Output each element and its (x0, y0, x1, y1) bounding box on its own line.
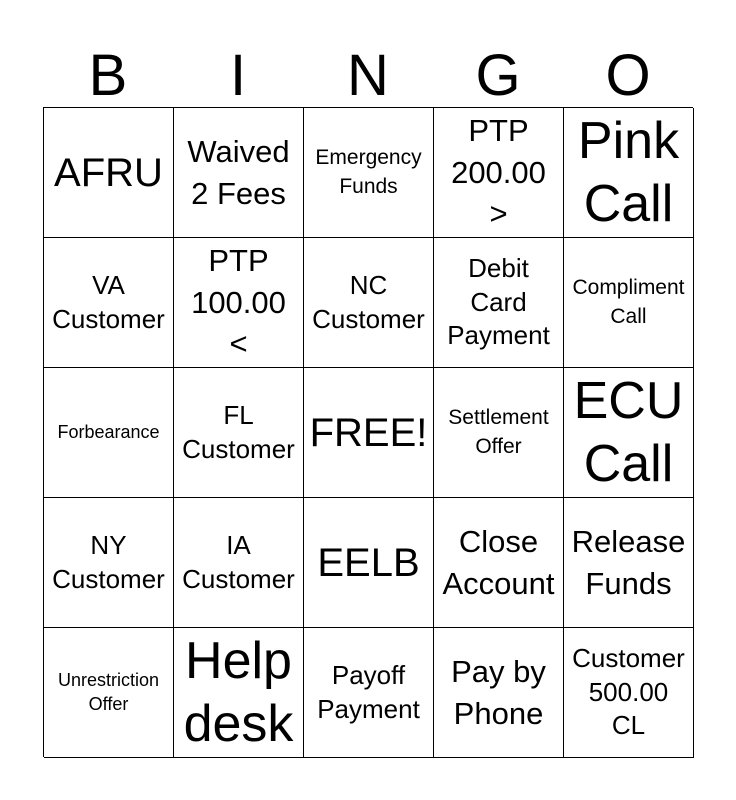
bingo-cell[interactable]: Release Funds (564, 498, 694, 628)
bingo-cell[interactable]: Customer 500.00 CL (564, 628, 694, 758)
bingo-cell[interactable]: Unrestriction Offer (44, 628, 174, 758)
header-letter-g: G (475, 43, 521, 108)
bingo-cell[interactable]: PTP 100.00 < (174, 238, 304, 368)
bingo-cell[interactable]: ECU Call (564, 368, 694, 498)
bingo-cell[interactable]: Forbearance (44, 368, 174, 498)
free-space-cell[interactable]: FREE! (304, 368, 434, 498)
bingo-cell[interactable]: Debit Card Payment (434, 238, 564, 368)
bingo-cell[interactable]: VA Customer (44, 238, 174, 368)
header-letter-n: N (347, 43, 389, 108)
bingo-cell[interactable]: Settlement Offer (434, 368, 564, 498)
bingo-cell[interactable]: AFRU (44, 108, 174, 238)
bingo-cell[interactable]: Help desk (174, 628, 304, 758)
bingo-cell[interactable]: Emergency Funds (304, 108, 434, 238)
bingo-cell[interactable]: Pay by Phone (434, 628, 564, 758)
bingo-cell[interactable]: Pink Call (564, 108, 694, 238)
bingo-cell[interactable]: Payoff Payment (304, 628, 434, 758)
header-letter-i: I (229, 43, 247, 108)
bingo-cell[interactable]: NY Customer (44, 498, 174, 628)
bingo-header (43, 40, 693, 108)
bingo-cell[interactable]: NC Customer (304, 238, 434, 368)
bingo-cell[interactable]: Compliment Call (564, 238, 694, 368)
header-letter-b: B (88, 43, 128, 108)
bingo-cell[interactable]: IA Customer (174, 498, 304, 628)
bingo-cell[interactable]: EELB (304, 498, 434, 628)
bingo-card (43, 107, 693, 757)
bingo-cell[interactable]: Close Account (434, 498, 564, 628)
header-letter-o: O (605, 43, 651, 108)
bingo-cell[interactable]: FL Customer (174, 368, 304, 498)
bingo-cell[interactable]: PTP 200.00 > (434, 108, 564, 238)
bingo-cell[interactable]: Waived 2 Fees (174, 108, 304, 238)
